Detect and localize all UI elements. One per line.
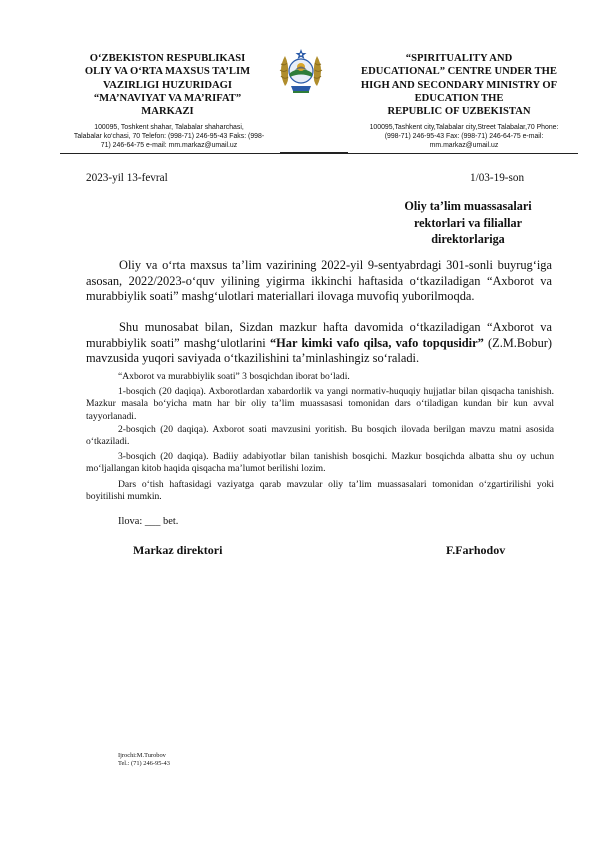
addressee	[384, 198, 552, 248]
org-name-uz-line: “MA’NAVIYAT VA MA’RIFAT”	[93, 92, 242, 104]
org-name-uz	[60, 52, 275, 118]
body-paragraph-2-part-a: Shu munosabat bilan, Sizdan mazkur hafta davomida o‘tkaziladigan “Axborot va murabbiylik soati” mashg‘ulotlarini	[86, 320, 552, 350]
topic-change-note: Dars o‘tish haftasidagi vaziyatga qarab mavzular oliy ta’lim muassasalari tomonidan o‘zgartirilishi yoki boyitilishi mumkin.	[86, 479, 554, 503]
letter-date: 2023-yil 13-fevral	[86, 172, 168, 184]
address-en-line: 100095,Tashkent city,Talabalar city,Street Talabalar,70 Phone:	[369, 124, 559, 131]
org-name-en-line: EDUCATIONAL” CENTRE UNDER THE	[361, 66, 557, 78]
executor-name: Ijrochi:M.Turobov	[118, 752, 166, 759]
org-name-uz-line: OLIY VA O‘RTA MAXSUS TA’LIM	[84, 66, 251, 78]
lesson-topic: “Har kimki vafo qilsa, vafo topqusidir”	[269, 335, 484, 350]
stage-3: 3-bosqich (20 daqiqa). Badiiy adabiyotlar bilan tanishish bosqichi. Mazkur bosqichda albatta shu oy uchun mo‘ljallangan kitob haqida qisqacha ma’lumot berilishi lozim.	[86, 451, 554, 475]
address-uz-line: 71) 246-64-75 e-mail: mm.markaz@umail.uz	[100, 142, 238, 149]
org-name-en-line: REPUBLIC OF UZBEKISTAN	[387, 106, 531, 118]
stage-2: 2-bosqich (20 daqiqa). Axborot soati mavzusini yoritish. Bu bosqich ilovada berilgan mavzu matni asosida o‘tkaziladi.	[86, 424, 554, 448]
executor-phone: Tel.: (71) 246-95-43	[118, 760, 170, 768]
signatory-name: F.Farhodov	[446, 543, 506, 557]
address-en	[352, 123, 576, 150]
letter-number: 1/03-19-son	[470, 172, 525, 184]
org-name-en-line: HIGH AND SECONDARY MINISTRY OF	[360, 79, 558, 91]
org-name-uz-line: O‘ZBEKISTON RESPUBLIKASI	[89, 53, 246, 64]
address-uz-line: Talabalar ko‘chasi, 70 Telefon: (998-71) 246-95-43 Faks: (998-	[73, 133, 265, 140]
org-name-en-line: EDUCATION THE	[414, 92, 504, 104]
header-divider-accent	[280, 152, 348, 154]
stages-intro: “Axborot va murabbiylik soati” 3 bosqichdan iborat bo‘ladi.	[118, 371, 350, 382]
addressee-line: Oliy ta’lim muassasalari	[404, 199, 532, 213]
body-paragraph-1: Oliy va o‘rta maxsus ta’lim vazirining 2022-yil 9-sentyabrdagi 301-sonli buyrug‘iga asosan, 2022/2023-o‘quv yilining yigirma ikkinchi haftasida o‘tkaziladigan “Axborot va murabbiylik soati” mashg‘ulotlari materiallari ilovaga muvofiq yuborilmoqda.	[86, 258, 552, 304]
address-en-line: mm.markaz@umail.uz	[429, 142, 499, 149]
attachment-note: Ilova: ___ bet.	[118, 516, 179, 527]
stage-1: 1-bosqich (20 daqiqa). Axborotlardan xabardorlik va yangi normativ-huquqiy hujjatlar bilan qisqacha tanishish. Mazkur masala bo‘yicha matn har bir oliy ta’lim muassasasi tomonidan dars o‘tiladigan kundan bir kun avval tayyorlanadi.	[86, 386, 554, 422]
addressee-line: direktorlariga	[431, 232, 505, 246]
state-emblem-icon	[276, 46, 326, 98]
executor-info	[118, 752, 170, 769]
address-en-line: (998-71) 246-95-43 Fax: (998-71) 246-64-75 e-mail:	[384, 133, 544, 140]
address-uz	[58, 123, 280, 150]
signatory-title: Markaz direktori	[133, 543, 223, 557]
body-paragraph-2	[86, 320, 552, 367]
org-name-uz-line: VAZIRLIGI HUZURIDAGI	[102, 79, 233, 91]
org-name-uz-line: MARKAZI	[141, 106, 194, 118]
org-name-en	[345, 52, 573, 118]
org-name-en-line: “SPIRITUALITY AND	[405, 53, 513, 64]
body-paragraph-2-part-c: (Z.M.Bobur) mavzusida yuqori saviyada o‘tkazilishini ta’minlashingiz so‘raladi.	[86, 335, 553, 366]
address-uz-line: 100095, Toshkent shahar, Talabalar shaharchasi,	[94, 124, 244, 131]
addressee-line: rektorlari va filiallar	[413, 215, 523, 230]
